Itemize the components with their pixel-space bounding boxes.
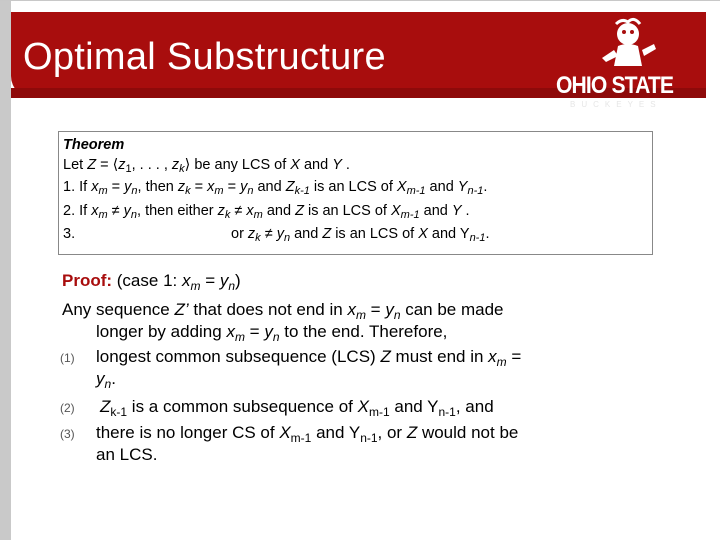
- proof-item-1: longest common subsequence (LCS) Z must end in $x_m$ =: [96, 347, 522, 369]
- logo-subtext: BUCKEYES: [570, 100, 662, 109]
- theorem-case-1: 1. If $x_m = y_n$, then $z_k = x_m = y_n$ and $Z_{k-1}$ is an LCS of $X_{m-1}$ and $Y_{n-1}$.: [63, 179, 488, 197]
- ohio-state-logo: [556, 20, 696, 110]
- slide-title: Optimal Substructure: [23, 36, 386, 78]
- theorem-case-3: or $z_k \ne y_n$ and Z is an LCS of X and $Y_{n-1}$.: [231, 226, 490, 244]
- theorem-intro: Let $Z = ⟨z_1$, . . . , $z_k⟩$ be any LCS of X and Y .: [63, 157, 350, 175]
- logo-wordmark: OHIO STATE: [556, 72, 674, 99]
- proof-item-2-number: (2): [60, 401, 75, 415]
- theorem-heading: Theorem: [63, 137, 125, 153]
- proof-line-1: Any sequence Z’ that does not end in $x_m = y_n$ can be made: [62, 300, 504, 322]
- slide-header: [11, 0, 720, 109]
- proof-label: Proof:: [62, 271, 113, 290]
- proof-item-3-cont: an LCS.: [96, 445, 158, 464]
- proof-item-3: there is no longer CS of $X_{m-1}$ and $Y_{n-1}$, or Z would not be: [96, 423, 519, 445]
- header-banner: [11, 12, 706, 109]
- proof-item-2: $Z_{k-1}$ is a common subsequence of $X_{m-1}$ and $Y_{n-1}$, and: [100, 397, 494, 419]
- theorem-case-3-number: 3.: [63, 226, 76, 242]
- proof-item-3-number: (3): [60, 427, 75, 441]
- proof-item-1-cont: $y_n$.: [96, 369, 116, 391]
- theorem-box: [58, 131, 653, 255]
- proof-heading: Proof: (case 1: $x_m = y_n$): [62, 271, 241, 293]
- proof-item-1-number: (1): [60, 351, 75, 365]
- proof-line-2: longer by adding $x_m = y_n$ to the end. Therefore,: [96, 322, 448, 344]
- brutus-mascot-icon: [578, 16, 678, 72]
- theorem-case-2: 2. If $x_m \ne y_n$, then either $z_k \ne x_m$ and Z is an LCS of $X_{m-1}$ and Y .: [63, 203, 470, 221]
- slide-left-border: [0, 0, 11, 540]
